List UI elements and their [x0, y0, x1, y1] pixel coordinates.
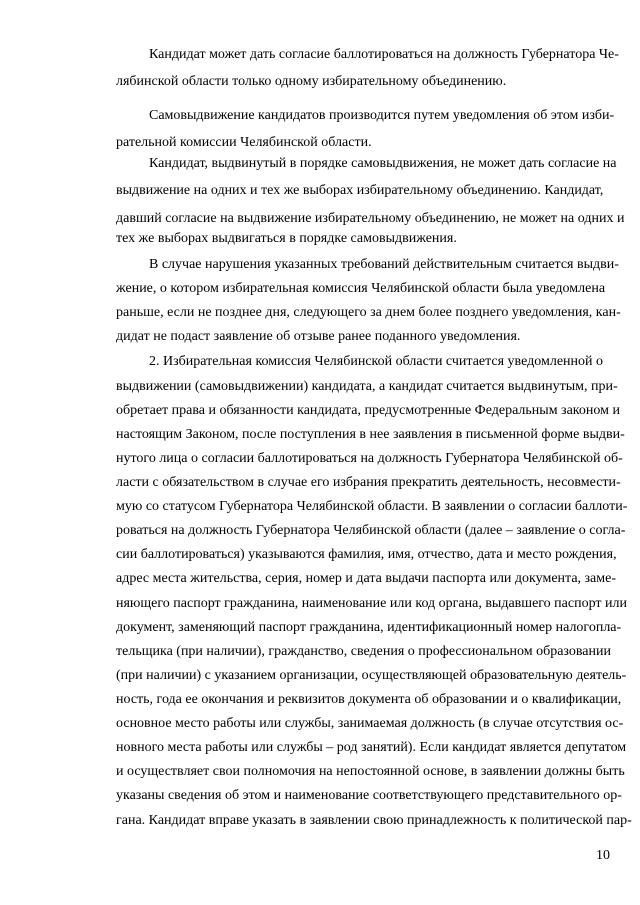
- text-line: давший согласие на выдвижение избирательному объединению, не может на одних и: [116, 211, 625, 226]
- text-line: ность, года ее окончания и реквизитов документа об образовании и о квалификации,: [116, 692, 622, 707]
- text-line: дидат не подаст заявление об отзыве ранее поданного уведомления.: [116, 329, 521, 344]
- text-line: мую со статусом Губернатора Челябинской области. В заявлении о согласии баллоти-: [116, 499, 628, 514]
- text-line: В случае нарушения указанных требований действительным считается выдви-: [149, 257, 619, 272]
- text-line: 2. Избирательная комиссия Челябинской области считается уведомленной о: [149, 354, 604, 369]
- text-line: Кандидат может дать согласие баллотироваться на должность Губернатора Че-: [149, 47, 619, 62]
- text-line: няющего паспорт гражданина, наименование или код органа, выдавшего паспорт или: [116, 596, 627, 611]
- text-line: ласти с обязательством в случае его избрания прекратить деятельность, несовмести-: [116, 475, 621, 490]
- text-line: сии баллотироваться) указываются фамилия, имя, отчество, дата и место рождения,: [116, 547, 617, 562]
- text-line: гана. Кандидат вправе указать в заявлении свою принадлежность к политической пар-: [116, 813, 632, 828]
- text-line: указаны сведения об этом и наименование соответствующего представительного ор-: [116, 788, 622, 803]
- text-line: основное место работы или службы, занимаемая должность (в случае отсутствия ос-: [116, 716, 624, 731]
- text-line: настоящим Законом, после поступления в нее заявления в письменной форме выдви-: [116, 427, 625, 442]
- text-line: роваться на должность Губернатора Челябинской области (далее – заявление о согла-: [116, 523, 626, 538]
- text-line: нутого лица о согласии баллотироваться на должность Губернатора Челябинской об-: [116, 451, 623, 466]
- text-line: и осуществляет свои полномочия на непостоянной основе, в заявлении должны быть: [116, 764, 625, 779]
- text-line: тех же выборах выдвигаться в порядке самовыдвижения.: [116, 231, 457, 246]
- text-line: адрес места жительства, серия, номер и дата выдачи паспорта или документа, заме-: [116, 571, 617, 586]
- text-line: выдвижение на одних и тех же выборах избирательному объединению. Кандидат,: [116, 183, 604, 198]
- text-line: обретает права и обязанности кандидата, предусмотренные Федеральным законом и: [116, 403, 620, 418]
- text-line: жение, о котором избирательная комиссия Челябинской области была уведомлена: [116, 281, 606, 296]
- text-line: раньше, если не позднее дня, следующего за днем более позднего уведомления, кан-: [116, 305, 621, 320]
- text-line: Кандидат, выдвинутый в порядке самовыдвижения, не может дать согласие на: [149, 156, 617, 171]
- text-line: рательной комиссии Челябинской области.: [116, 135, 372, 150]
- text-line: (при наличии) с указанием организации, осуществляющей образовательную деятель-: [116, 668, 627, 683]
- text-line: лябинской области только одному избирательному объединению.: [116, 74, 507, 89]
- text-line: выдвижении (самовыдвижении) кандидата, а кандидат считается выдвинутым, при-: [116, 379, 618, 394]
- text-line: тельщика (при наличии), гражданство, сведения о профессиональном образовании: [116, 644, 611, 659]
- text-line: новного места работы или службы – род занятий). Если кандидат является депутатом: [116, 740, 627, 755]
- text-line: Самовыдвижение кандидатов производится путем уведомления об этом изби-: [149, 108, 615, 123]
- page-number: 10: [596, 848, 610, 863]
- text-line: документ, заменяющий паспорт гражданина, идентификационный номер налогопла-: [116, 620, 622, 635]
